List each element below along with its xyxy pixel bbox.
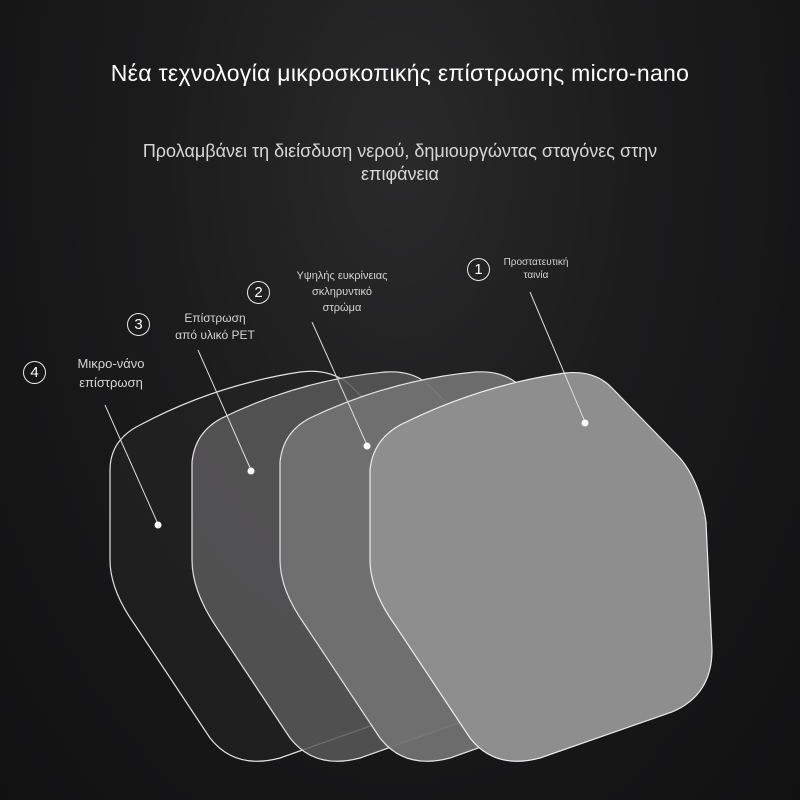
layer-4-label [56, 354, 166, 392]
layer-1-dot [582, 420, 589, 427]
layer-2-label-line-1: Υψηλής ευκρίνειας [296, 270, 388, 282]
layer-4-dot [155, 522, 162, 529]
layer-1-label-line-2: ταινία [523, 270, 549, 281]
subtitle-line-2: επιφάνεια [361, 164, 439, 184]
layer-2-dot [364, 443, 371, 450]
layer-1-number-badge: 1 [467, 258, 490, 281]
layer-2-label-line-3: στρώμα [322, 302, 362, 314]
layer-4-label-line-2: επίστρωση [79, 375, 143, 390]
layer-1-label-line-1: Προστατευτική [503, 257, 569, 268]
layer-3-number-badge: 3 [127, 313, 150, 336]
layer-3-label-line-2: από υλικό PET [175, 328, 255, 342]
layer-3-label [160, 310, 270, 344]
layer-2-label [282, 268, 402, 316]
page-title: Νέα τεχνολογία μικροσκοπικής επίστρωσης micro-nano [110, 60, 690, 86]
layer-3-dot [248, 468, 255, 475]
layer-3-label-line-1: Επίστρωση [184, 311, 246, 325]
layer-2-label-line-2: σκληρυντικό [312, 286, 372, 298]
layer-4-number-badge: 4 [23, 361, 46, 384]
subtitle-line-1: Προλαμβάνει τη διείσδυση νερού, δημιουργώντας σταγόνες στην [142, 141, 658, 161]
layer-4-label-line-1: Μικρο-νάνο [77, 356, 145, 371]
layer-2-number-badge: 2 [247, 281, 270, 304]
layer-1-label [488, 256, 584, 282]
